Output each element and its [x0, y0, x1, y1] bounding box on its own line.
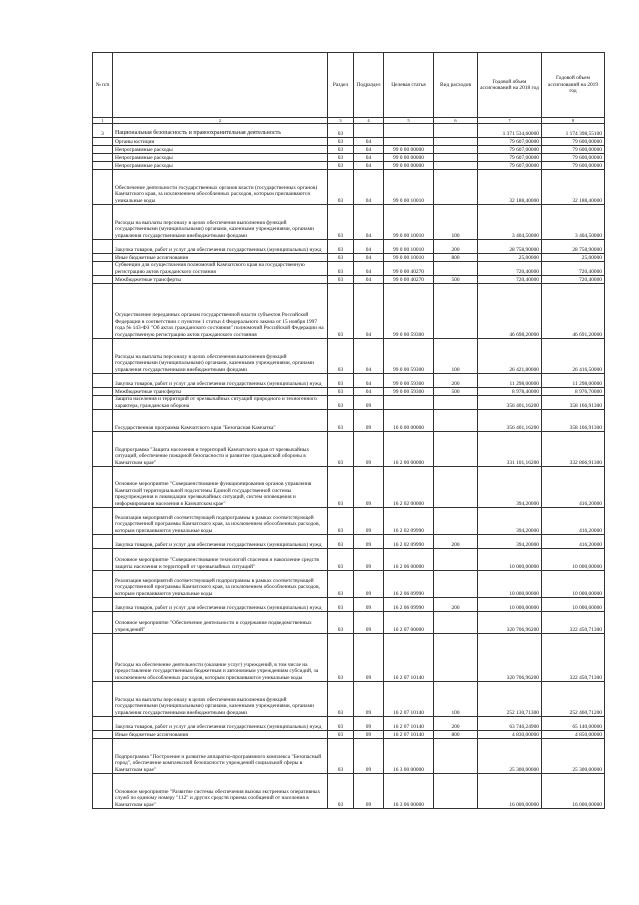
- row-vid: [434, 124, 478, 138]
- row-amount-2019: 32 188,40000: [542, 170, 605, 205]
- row-amount-2019: 3 404,50000: [542, 205, 605, 240]
- row-article: 99 0 00 59300: [384, 388, 434, 396]
- row-name: Обеспечение деятельности государственных органов власти (государственных органов) Камчатского края, за исключением обособленных расходов, которым присваиваются уникальные коды: [113, 170, 328, 205]
- row-name: Закупка товаров, работ и услуг для обеспечения государственных (муниципальных) нужд: [113, 374, 328, 388]
- row-vid: 500: [434, 388, 478, 396]
- row-podrazdel: 09: [354, 549, 384, 571]
- row-podrazdel: 04: [354, 205, 384, 240]
- row-vid: 100: [434, 205, 478, 240]
- row-amount-2018: 394,20000: [478, 535, 542, 549]
- row-amount-2019: 26 416,50000: [542, 339, 605, 374]
- row-vid: [434, 396, 478, 410]
- row-article: 16 2 07 10140: [384, 682, 434, 717]
- index-cell: 3: [328, 118, 354, 124]
- row-name: Расходы на обеспечение деятельности (оказание услуг) учреждений, в том числе на предоставление государственным бюджетным и автономным учреждениям субсидий, за исключением обособленных расходов, которым присваиваются уникальные коды: [113, 634, 328, 682]
- row-number: [93, 205, 113, 240]
- table-row: [93, 254, 605, 262]
- row-number: [93, 276, 113, 284]
- row-vid: 200: [434, 535, 478, 549]
- index-cell: 5: [384, 118, 434, 124]
- table-row: [93, 339, 605, 374]
- row-article: [384, 138, 434, 146]
- row-amount-2018: 79 607,00000: [478, 154, 542, 162]
- row-name: Непрограммные расходы: [113, 146, 328, 154]
- row-amount-2018: 25 300,00000: [478, 739, 542, 774]
- row-name: Непрограммные расходы: [113, 154, 328, 162]
- row-podrazdel: 09: [354, 508, 384, 535]
- index-cell: 2: [113, 118, 328, 124]
- row-vid: 800: [434, 731, 478, 739]
- row-razdel: 03: [328, 205, 354, 240]
- header-name: [113, 53, 328, 118]
- row-vid: [434, 146, 478, 154]
- row-vid: [434, 284, 478, 339]
- row-article: 16 2 00 00000: [384, 432, 434, 467]
- header-2018: Годовой объем ассигнований на 2018 год: [478, 53, 542, 118]
- row-name: Межбюджетные трансферты: [113, 388, 328, 396]
- row-vid: [434, 571, 478, 598]
- row-name: Межбюджетные трансферты: [113, 276, 328, 284]
- table-row: [93, 162, 605, 170]
- row-name: Иные бюджетные ассигнования: [113, 254, 328, 262]
- row-vid: 500: [434, 276, 478, 284]
- row-amount-2018: 320 706,96200: [478, 612, 542, 634]
- row-vid: [434, 634, 478, 682]
- table-row: [93, 598, 605, 612]
- row-number: [93, 549, 113, 571]
- row-amount-2019: 4 850,00000: [542, 731, 605, 739]
- row-number: [93, 170, 113, 205]
- row-podrazdel: 04: [354, 162, 384, 170]
- table-row: [93, 508, 605, 535]
- row-podrazdel: 09: [354, 739, 384, 774]
- row-amount-2019: 358 166,91300: [542, 396, 605, 410]
- row-name: Основное мероприятие "Развитие системы обеспечения вызова экстренных оперативных служб по единому номеру "112" и других средств приема сообщений от населения в Камчатском крае": [113, 774, 328, 809]
- row-amount-2019: 332 866,91300: [542, 432, 605, 467]
- row-razdel: 03: [328, 396, 354, 410]
- row-number: [93, 262, 113, 276]
- row-amount-2018: 720,40000: [478, 262, 542, 276]
- row-podrazdel: 09: [354, 717, 384, 731]
- row-amount-2018: 25,00000: [478, 254, 542, 262]
- row-podrazdel: 04: [354, 374, 384, 388]
- row-amount-2018: 26 421,80000: [478, 339, 542, 374]
- table-row: [93, 124, 605, 138]
- row-razdel: 03: [328, 634, 354, 682]
- row-article: 99 0 00 10010: [384, 170, 434, 205]
- row-amount-2018: 10 000,00000: [478, 549, 542, 571]
- row-vid: [434, 739, 478, 774]
- row-name: Субвенции для осуществления полномочий Камчатского края на государственную регистрацию актов гражданского состояния: [113, 262, 328, 276]
- table-row: [93, 682, 605, 717]
- row-number: [93, 388, 113, 396]
- row-amount-2019: 46 691,20000: [542, 284, 605, 339]
- row-amount-2019: 11 298,00000: [542, 374, 605, 388]
- row-razdel: 03: [328, 138, 354, 146]
- row-vid: [434, 170, 478, 205]
- row-podrazdel: 04: [354, 146, 384, 154]
- table-row: [93, 774, 605, 809]
- row-article: 99 0 00 10010: [384, 254, 434, 262]
- row-article: 16 3 00 00000: [384, 739, 434, 774]
- row-razdel: 03: [328, 388, 354, 396]
- row-article: 16 2 02 00000: [384, 467, 434, 508]
- row-number: 3: [93, 124, 113, 138]
- row-amount-2018: 11 298,00000: [478, 374, 542, 388]
- row-article: 16 2 07 10140: [384, 717, 434, 731]
- row-podrazdel: 04: [354, 154, 384, 162]
- table-row: [93, 717, 605, 731]
- row-number: [93, 396, 113, 410]
- row-amount-2018: 8 978,40000: [478, 388, 542, 396]
- row-number: [93, 739, 113, 774]
- row-vid: 200: [434, 240, 478, 254]
- row-article: 99 0 00 10010: [384, 205, 434, 240]
- row-razdel: 03: [328, 682, 354, 717]
- row-razdel: 03: [328, 262, 354, 276]
- row-article: 99 0 00 40270: [384, 262, 434, 276]
- header-2019: Годовой объем ассигнований на 2019 год: [542, 53, 605, 118]
- row-amount-2019: 322 450,71300: [542, 634, 605, 682]
- table-row: [93, 739, 605, 774]
- row-vid: [434, 774, 478, 809]
- row-article: [384, 124, 434, 138]
- row-number: [93, 571, 113, 598]
- row-amount-2019: 416,20000: [542, 467, 605, 508]
- row-podrazdel: 09: [354, 634, 384, 682]
- row-article: 16 2 02 09990: [384, 508, 434, 535]
- row-podrazdel: 09: [354, 410, 384, 432]
- row-number: [93, 240, 113, 254]
- header-razdel: Раздел: [328, 53, 354, 118]
- row-razdel: 03: [328, 374, 354, 388]
- row-amount-2019: 25,00000: [542, 254, 605, 262]
- row-razdel: 03: [328, 146, 354, 154]
- table-row: [93, 154, 605, 162]
- row-podrazdel: [354, 124, 384, 138]
- row-article: 99 0 00 40270: [384, 276, 434, 284]
- table-row: [93, 549, 605, 571]
- row-razdel: 03: [328, 170, 354, 205]
- table-row: [93, 467, 605, 508]
- index-cell: 6: [434, 118, 478, 124]
- row-name: Иные бюджетные ассигнования: [113, 731, 328, 739]
- table-row: [93, 374, 605, 388]
- row-amount-2019: 79 600,00000: [542, 146, 605, 154]
- row-podrazdel: 04: [354, 388, 384, 396]
- row-podrazdel: 09: [354, 774, 384, 809]
- row-amount-2019: 8 976,70000: [542, 388, 605, 396]
- row-razdel: 03: [328, 339, 354, 374]
- row-vid: [434, 432, 478, 467]
- row-name: Расходы на выплаты персоналу в целях обеспечения выполнения функций государственными (муниципальными) органами, казенными учреждениями, органами управления государственными внебюджетными фондами: [113, 339, 328, 374]
- row-article: 99 0 00 59300: [384, 339, 434, 374]
- row-podrazdel: 04: [354, 276, 384, 284]
- table-row: [93, 731, 605, 739]
- row-number: [93, 339, 113, 374]
- row-number: [93, 374, 113, 388]
- row-number: [93, 138, 113, 146]
- row-number: [93, 467, 113, 508]
- row-razdel: 03: [328, 467, 354, 508]
- table-row: [93, 388, 605, 396]
- row-amount-2019: 252 460,71200: [542, 682, 605, 717]
- row-number: [93, 774, 113, 809]
- row-amount-2019: 79 600,00000: [542, 162, 605, 170]
- row-vid: [434, 549, 478, 571]
- row-podrazdel: 04: [354, 240, 384, 254]
- row-article: 16 2 02 09990: [384, 535, 434, 549]
- row-amount-2019: 358 166,91300: [542, 410, 605, 432]
- row-podrazdel: 09: [354, 467, 384, 508]
- row-name: Расходы на выплаты персоналу в целях обеспечения выполнения функций государственными (муниципальными) органами, казенными учреждениями, органами управления государственными внебюджетными фондами: [113, 205, 328, 240]
- row-amount-2018: 331 101,16200: [478, 432, 542, 467]
- row-number: [93, 284, 113, 339]
- table-header-row: [93, 53, 605, 118]
- row-podrazdel: 04: [354, 138, 384, 146]
- row-vid: 100: [434, 682, 478, 717]
- row-amount-2018: 10 000,00000: [478, 598, 542, 612]
- row-podrazdel: 09: [354, 571, 384, 598]
- table-row: [93, 170, 605, 205]
- row-name: Основное мероприятие "Совершенствование функционирования органов управления Камчатской территориальной подсистемы Единой государственной системы предупреждения и ликвидации чрезвычайных ситуаций, систем оповещения и информирования населения в Камчатском крае": [113, 467, 328, 508]
- row-amount-2019: 416,20000: [542, 508, 605, 535]
- row-amount-2019: 79 600,00000: [542, 154, 605, 162]
- row-amount-2018: 32 188,40000: [478, 170, 542, 205]
- row-podrazdel: 09: [354, 396, 384, 410]
- row-name: Закупка товаров, работ и услуг для обеспечения государственных (муниципальных) нужд: [113, 240, 328, 254]
- row-vid: [434, 467, 478, 508]
- row-amount-2018: 46 698,20000: [478, 284, 542, 339]
- table-row: [93, 205, 605, 240]
- row-article: 16 2 06 00000: [384, 549, 434, 571]
- row-vid: 200: [434, 374, 478, 388]
- row-name: Основное мероприятие "Обеспечение деятельности и содержание подведомственных учреждений": [113, 612, 328, 634]
- table-row: [93, 138, 605, 146]
- row-razdel: 03: [328, 254, 354, 262]
- row-vid: 100: [434, 339, 478, 374]
- row-number: [93, 410, 113, 432]
- row-razdel: 03: [328, 774, 354, 809]
- row-article: 99 0 00 00000: [384, 154, 434, 162]
- row-name: Реализация мероприятий соответствующей подпрограммы в рамках соответствующей государственной программы Камчатского края, за исключением обособленных расходов, которым присваиваются уникальные коды: [113, 508, 328, 535]
- row-number: [93, 146, 113, 154]
- row-amount-2018: 1 371 534,60000: [478, 124, 542, 138]
- row-name: Государственная программа Камчатского края "Безопасная Камчатка": [113, 410, 328, 432]
- row-article: 16 2 07 00000: [384, 612, 434, 634]
- row-article: 99 0 00 00000: [384, 162, 434, 170]
- row-number: [93, 731, 113, 739]
- table-row: [93, 262, 605, 276]
- row-article: 16 2 07 10140: [384, 634, 434, 682]
- row-name: Основное мероприятие "Совершенствование технологий спасения и накопление средств защиты населения и территорий от чрезвычайных ситуаций": [113, 549, 328, 571]
- row-amount-2019: 720,40000: [542, 262, 605, 276]
- row-article: 16 2 07 10140: [384, 731, 434, 739]
- row-razdel: 03: [328, 549, 354, 571]
- row-podrazdel: 09: [354, 612, 384, 634]
- row-name: Защита населения и территорий от чрезвычайных ситуаций природного и техногенного характера, гражданская оборона: [113, 396, 328, 410]
- row-podrazdel: 04: [354, 339, 384, 374]
- row-vid: [434, 508, 478, 535]
- row-podrazdel: 09: [354, 598, 384, 612]
- row-razdel: 03: [328, 731, 354, 739]
- row-amount-2018: 10 000,00000: [478, 571, 542, 598]
- row-amount-2018: 4 830,00000: [478, 731, 542, 739]
- table-row: [93, 240, 605, 254]
- row-number: [93, 634, 113, 682]
- header-vid: Вид расходов: [434, 53, 478, 118]
- row-amount-2019: 25 300,00000: [542, 739, 605, 774]
- table-row: [93, 410, 605, 432]
- row-amount-2018: 79 607,00000: [478, 146, 542, 154]
- row-amount-2018: 3 404,50000: [478, 205, 542, 240]
- row-number: [93, 254, 113, 262]
- row-name: Расходы на выплаты персоналу в целях обеспечения выполнения функций государственными (муниципальными) органами, казенными учреждениями, органами управления государственными внебюджетными фондами: [113, 682, 328, 717]
- row-amount-2019: 10 000,00000: [542, 549, 605, 571]
- row-number: [93, 717, 113, 731]
- row-razdel: 03: [328, 508, 354, 535]
- row-razdel: 03: [328, 612, 354, 634]
- header-article: Целевая статья: [384, 53, 434, 118]
- row-razdel: 03: [328, 571, 354, 598]
- row-name: Органы юстиции: [113, 138, 328, 146]
- row-article: 16 2 06 09990: [384, 571, 434, 598]
- row-amount-2019: 10 000,00000: [542, 571, 605, 598]
- row-amount-2019: 322 450,71300: [542, 612, 605, 634]
- row-amount-2018: 356 401,16200: [478, 396, 542, 410]
- row-name: Закупка товаров, работ и услуг для обеспечения государственных (муниципальных) нужд: [113, 717, 328, 731]
- row-amount-2019: 416,20000: [542, 535, 605, 549]
- index-cell: 8: [542, 118, 605, 124]
- row-amount-2018: 28 758,90000: [478, 240, 542, 254]
- row-amount-2018: 16 000,00000: [478, 774, 542, 809]
- row-name: Подпрограмма "Построение и развитие аппаратно-программного комплекса "Безопасный город", обеспечение комплексной безопасности учреждений социальной сферы в Камчатском крае": [113, 739, 328, 774]
- row-number: [93, 508, 113, 535]
- row-amount-2019: 1 174 398,55100: [542, 124, 605, 138]
- row-name: Непрограммные расходы: [113, 162, 328, 170]
- budget-document: [92, 52, 604, 809]
- row-amount-2018: 320 706,96200: [478, 634, 542, 682]
- table-row: [93, 284, 605, 339]
- row-number: [93, 535, 113, 549]
- row-podrazdel: 09: [354, 731, 384, 739]
- row-vid: [434, 262, 478, 276]
- row-podrazdel: 04: [354, 262, 384, 276]
- row-amount-2018: 356 401,16200: [478, 410, 542, 432]
- header-num: № п/п: [93, 53, 113, 118]
- row-razdel: 03: [328, 240, 354, 254]
- index-cell: 4: [354, 118, 384, 124]
- row-razdel: 03: [328, 598, 354, 612]
- header-podrazdel: Подраздел: [354, 53, 384, 118]
- row-amount-2018: 79 607,00000: [478, 138, 542, 146]
- row-vid: 200: [434, 598, 478, 612]
- row-number: [93, 432, 113, 467]
- index-cell: 7: [478, 118, 542, 124]
- row-razdel: 03: [328, 154, 354, 162]
- row-razdel: 03: [328, 124, 354, 138]
- row-vid: [434, 154, 478, 162]
- row-number: [93, 598, 113, 612]
- row-amount-2018: 79 607,00000: [478, 162, 542, 170]
- row-amount-2018: 252 130,71300: [478, 682, 542, 717]
- row-amount-2019: 79 600,00000: [542, 138, 605, 146]
- table-row: [93, 396, 605, 410]
- table-row: [93, 612, 605, 634]
- row-number: [93, 162, 113, 170]
- row-razdel: 03: [328, 432, 354, 467]
- row-name: Реализация мероприятий соответствующей подпрограммы в рамках соответствующей государственной программы Камчатского края, за исключением обособленных расходов, которым присваиваются уникальные коды: [113, 571, 328, 598]
- row-name: Закупка товаров, работ и услуг для обеспечения государственных (муниципальных) нужд: [113, 598, 328, 612]
- row-name: Подпрограмма "Защита населения и территорий Камчатского края от чрезвычайных ситуаций, обеспечение пожарной безопасности и развитие гражданской обороны в Камчатском крае": [113, 432, 328, 467]
- table-row: [93, 571, 605, 598]
- row-article: 16 2 06 09990: [384, 598, 434, 612]
- row-name: Осуществление переданных органам государственной власти субъектов Российской Федерации в соответствии с пунктом 1 статьи 4 Федерального закона от 15 ноября 1997 года № 143-ФЗ "Об актах гражданского состояния" полномочий Российской Федерации на государственную регистрацию актов гражданского состояния: [113, 284, 328, 339]
- row-vid: 200: [434, 717, 478, 731]
- row-podrazdel: 09: [354, 535, 384, 549]
- row-amount-2019: 65 140,00000: [542, 717, 605, 731]
- row-razdel: 03: [328, 739, 354, 774]
- row-razdel: 03: [328, 410, 354, 432]
- budget-table: [92, 52, 605, 809]
- row-amount-2018: 720,40000: [478, 276, 542, 284]
- row-amount-2019: 10 000,00000: [542, 598, 605, 612]
- table-row: [93, 276, 605, 284]
- row-article: 16 0 00 00000: [384, 410, 434, 432]
- row-podrazdel: 09: [354, 432, 384, 467]
- index-cell: 1: [93, 118, 113, 124]
- row-number: [93, 612, 113, 634]
- row-number: [93, 682, 113, 717]
- row-article: 99 0 00 10010: [384, 240, 434, 254]
- table-body: [93, 124, 605, 809]
- row-razdel: 03: [328, 535, 354, 549]
- table-row: [93, 535, 605, 549]
- row-podrazdel: 04: [354, 170, 384, 205]
- row-name: Национальная безопасность и правоохранительная деятельность: [113, 124, 328, 138]
- row-vid: [434, 138, 478, 146]
- row-article: 16 3 06 00000: [384, 774, 434, 809]
- row-vid: [434, 410, 478, 432]
- row-article: [384, 396, 434, 410]
- row-name: Закупка товаров, работ и услуг для обеспечения государственных (муниципальных) нужд: [113, 535, 328, 549]
- row-podrazdel: 09: [354, 682, 384, 717]
- row-amount-2018: 63 746,24900: [478, 717, 542, 731]
- row-podrazdel: 04: [354, 284, 384, 339]
- row-article: 99 0 00 59300: [384, 374, 434, 388]
- row-number: [93, 154, 113, 162]
- table-row: [93, 432, 605, 467]
- row-podrazdel: 04: [354, 254, 384, 262]
- row-amount-2018: 394,20000: [478, 508, 542, 535]
- row-vid: 800: [434, 254, 478, 262]
- row-amount-2018: 394,20000: [478, 467, 542, 508]
- row-vid: [434, 612, 478, 634]
- row-vid: [434, 162, 478, 170]
- row-amount-2019: 28 758,90000: [542, 240, 605, 254]
- row-razdel: 03: [328, 284, 354, 339]
- row-amount-2019: 720,40000: [542, 276, 605, 284]
- row-amount-2019: 16 000,00000: [542, 774, 605, 809]
- table-row: [93, 146, 605, 154]
- row-razdel: 03: [328, 717, 354, 731]
- row-article: 99 0 00 00000: [384, 146, 434, 154]
- row-razdel: 03: [328, 162, 354, 170]
- table-row: [93, 634, 605, 682]
- row-razdel: 03: [328, 276, 354, 284]
- row-article: 99 0 00 59300: [384, 284, 434, 339]
